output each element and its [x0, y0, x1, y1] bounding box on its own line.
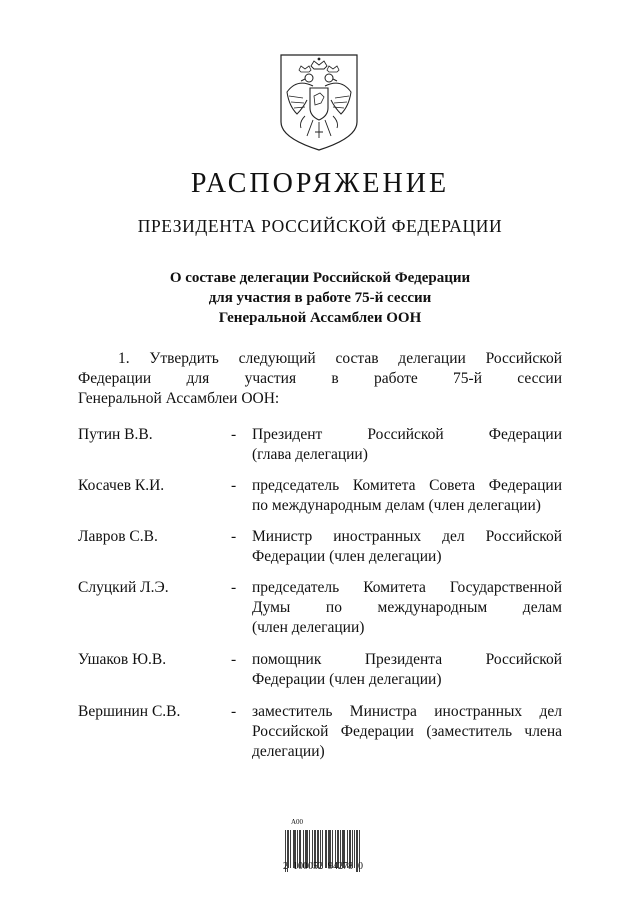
- member-role: [252, 476, 562, 516]
- role-line: (глава делегации): [252, 446, 368, 463]
- role-line: (член делегации): [252, 619, 365, 636]
- role-line: Думы по международным делам: [252, 599, 562, 616]
- member-dash: -: [231, 651, 237, 668]
- member-role: [252, 650, 562, 690]
- member-dash: -: [231, 426, 237, 443]
- role-line: Федерации (член делегации): [252, 548, 442, 565]
- role-line: по международным делам (член делегации): [252, 497, 541, 514]
- member-role: [252, 702, 562, 762]
- member-role: [252, 527, 562, 567]
- barcode-digit-group: 2: [283, 861, 288, 872]
- document-subtitle: ПРЕЗИДЕНТА РОССИЙСКОЙ ФЕДЕРАЦИИ: [137, 216, 503, 236]
- role-line: заместитель Министра иностранных дел: [252, 703, 562, 720]
- member-name: Косачев К.И.: [78, 477, 165, 494]
- member-dash: -: [231, 579, 237, 596]
- member-dash: -: [231, 528, 237, 545]
- paragraph-line: Генеральной Ассамблеи ООН:: [78, 390, 280, 407]
- role-line: председатель Комитета Государственной: [252, 579, 562, 596]
- role-line: председатель Комитета Совета Федерации: [252, 477, 562, 494]
- role-line: Президент Российской Федерации: [252, 426, 562, 443]
- member-dash: -: [231, 703, 237, 720]
- member-role: [252, 578, 562, 638]
- coat-of-arms-emblem: [277, 52, 361, 152]
- document-heading: [0, 268, 640, 328]
- paragraph-line: Федерации для участия в работе 75-й сессии: [78, 370, 562, 387]
- barcode-digit-group: 0: [358, 861, 363, 872]
- barcode-label: A00: [291, 818, 304, 826]
- member-name: Лавров С.В.: [78, 528, 158, 545]
- member-name: Путин В.В.: [78, 426, 153, 443]
- member-dash: -: [231, 477, 237, 494]
- document-title: РАСПОРЯЖЕНИЕ: [190, 168, 450, 199]
- member-name: Вершинин С.В.: [78, 703, 181, 720]
- heading-line: Генеральной Ассамблеи ООН: [218, 310, 422, 326]
- role-line: Российской Федерации (заместитель члена: [252, 723, 562, 740]
- role-line: Федерации (член делегации): [252, 671, 442, 688]
- barcode-number: [283, 861, 363, 872]
- heading-line: для участия в работе 75-й сессии: [208, 290, 432, 306]
- barcode-digit-group: 100052: [293, 861, 323, 872]
- paragraph-line: 1. Утвердить следующий состав делегации Российской: [118, 350, 562, 367]
- role-line: делегации): [252, 743, 325, 760]
- member-name: Ушаков Ю.В.: [78, 651, 167, 668]
- role-line: Министр иностранных дел Российской: [252, 528, 562, 545]
- member-role: [252, 425, 562, 465]
- intro-paragraph: [78, 349, 562, 409]
- member-name: Слуцкий Л.Э.: [78, 579, 169, 596]
- barcode-digit-group: 94278: [328, 861, 353, 872]
- heading-line: О составе делегации Российской Федерации: [169, 270, 471, 286]
- role-line: помощник Президента Российской: [252, 651, 562, 668]
